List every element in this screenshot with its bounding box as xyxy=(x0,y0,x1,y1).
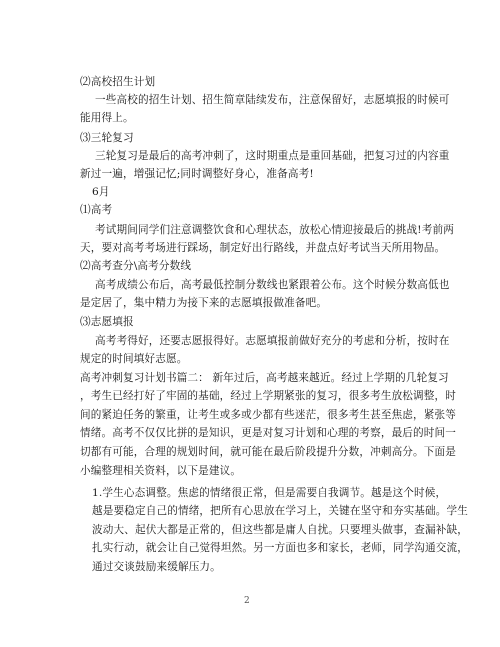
paragraph-line: 间的紧迫任务的繁重，让考生或多或少都有些迷茫，很多考生甚至焦虑，紧张等 xyxy=(80,409,457,421)
section-title-part-two: 高考冲刺复习计划书篇二： 新年过后，高考越来越近。经过上学期的几轮复习 xyxy=(80,372,449,384)
heading-third-review: ⑶三轮复习 xyxy=(80,132,134,144)
paragraph-line: 越是要稳定自己的情绪，把所有心思放在学习上，关键在坚守和夯实基础。学生 xyxy=(92,505,469,517)
paragraph-line: 一些高校的招生计划、招生简章陆续发布，注意保留好，志愿填报的时候可 xyxy=(95,94,450,106)
paragraph-line: 新过一遍，增强记忆;同时调整好身心，准备高考! xyxy=(80,168,314,180)
page-number: 2 xyxy=(244,596,250,606)
paragraph-line: 情绪。高考不仅仅比拼的是知识，更是对复习计划和心理的考察，最后的时间一 xyxy=(80,427,457,439)
heading-application: ⑶志愿填报 xyxy=(80,316,134,328)
paragraph-line: 能用得上。 xyxy=(80,112,134,124)
paragraph-line: 规定的时间填好志愿。 xyxy=(80,353,188,365)
paragraph-line: 高考考得好，还要志愿报得好。志愿填报前做好充分的考虑和分析，按时在 xyxy=(95,335,450,347)
paragraph-line: 考试期间同学们注意调整饮食和心理状态，放松心情迎接最后的挑战!考前两 xyxy=(95,224,454,236)
paragraph-line: 切都有可能，合理的规划时间，就可能在最后阶段提升分数，冲刺高分。下面是 xyxy=(80,446,457,458)
paragraph-line: 扎实行动，就会让自己觉得坦然。另一方面也多和家长，老师，同学沟通交流， xyxy=(92,542,469,554)
paragraph-line: 天，要对高考考场进行踩场，制定好出行路线，并盘点好考试当天所用物品。 xyxy=(80,242,446,254)
heading-june: 6月 xyxy=(92,186,110,198)
paragraph-line: 是定居了，集中精力为接下来的志愿填报做准备吧。 xyxy=(80,297,328,309)
heading-admission-plan: ⑵高校招生计划 xyxy=(80,76,156,88)
paragraph-line: 三轮复习是最后的高考冲刺了，这时期重点是重回基础，把复习过的内容重 xyxy=(95,150,450,162)
list-item-mindset: 1.学生心态调整。焦虑的情绪很正常，但是需要自我调节。越是这个时候， xyxy=(92,487,447,499)
paragraph-line: 波动大、起伏大都是正常的，但这些都是庸人自扰。只要埋头做事，查漏补缺， xyxy=(92,524,469,536)
paragraph-line: 通过交谈鼓励来缓解压力。 xyxy=(92,561,221,573)
heading-score-check: ⑵高考查分\高考分数线 xyxy=(80,260,192,272)
paragraph-line: ，考生已经打好了牢固的基础，经过上学期紧张的复习，很多考生放松调整，时 xyxy=(80,390,457,402)
paragraph-line: 高考成绩公布后，高考最低控制分数线也紧跟着公布。这个时候分数高低也 xyxy=(95,279,450,291)
heading-exam: ⑴高考 xyxy=(80,204,113,216)
paragraph-line: 小编整理相关资料，以下是建议。 xyxy=(80,465,242,477)
